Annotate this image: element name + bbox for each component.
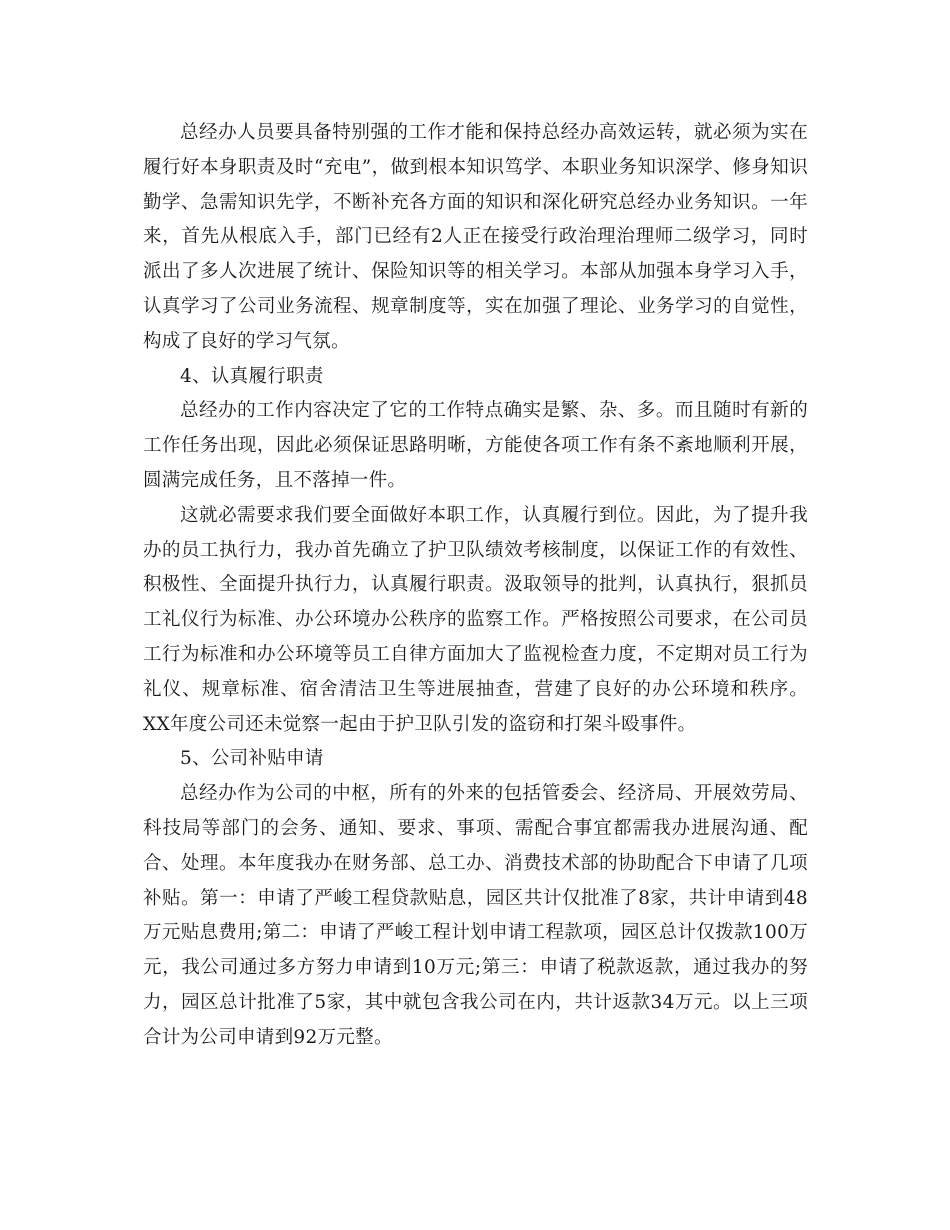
document-body [143,116,808,1056]
paragraph-subsidy-application: 总经办作为公司的中枢，所有的外来的包括管委会、经济局、开展效劳局、科技局等部门的会务、通知、要求、事项、需配合事宜都需我办进展沟通、配合、处理。本年度我办在财务部、总工办、消费技术部的协助配合下申请了几项补贴。第一：申请了严峻工程贷款贴息，园区共计仅批准了8家，共计申请到48万元贴息费用;第二：申请了严峻工程计划申请工程款项，园区总计仅拨款100万元，我公司通过多方努力申请到10万元;第三：申请了税款返款，通过我办的努力，园区总计批准了5家，其中就包含我公司在内，共计返款34万元。以上三项合计为公司申请到92万元整。 [143,783,808,1048]
section-heading-4: 4、认真履行职责 [180,365,324,387]
paragraph-self-study: 总经办人员要具备特别强的工作才能和保持总经办高效运转，就必须为实在履行好本身职责及时“充电”，做到根本知识笃学、本职业务知识深学、修身知识勤学、急需知识先学，不断补充各方面的知识和深化研究总经办业务知识。一年来，首先从根底入手，部门已经有2人正在接受行政治理治理师二级学习，同时派出了多人次进展了统计、保险知识等的相关学习。本部从加强本身学习入手，认真学习了公司业务流程、规章制度等，实在加强了理论、业务学习的自觉性，构成了良好的学习气氛。 [143,122,808,352]
paragraph-work-characteristics: 总经办的工作内容决定了它的工作特点确实是繁、杂、多。而且随时有新的工作任务出现，因此必须保证思路明晰，方能使各项工作有条不紊地顺利开展，圆满完成任务，且不落掉一件。 [143,400,808,491]
section-heading-5: 5、公司补贴申请 [180,748,324,770]
paragraph-duty-performance: 这就必需要求我们要全面做好本职工作，认真履行到位。因此，为了提升我办的员工执行力，我办首先确立了护卫队绩效考核制度，以保证工作的有效性、积极性、全面提升执行力，认真履行职责。汲取领导的批判，认真执行，狠抓员工礼仪行为标准、办公环境办公秩序的监察工作。严格按照公司要求，在公司员工行为标准和办公环境等员工自律方面加大了监视检查力度，不定期对员工行为礼仪、规章标准、宿舍清洁卫生等进展抽查，营建了良好的办公环境和秩序。XX年度公司还未觉察一起由于护卫队引发的盗窃和打架斗殴事件。 [143,504,808,735]
